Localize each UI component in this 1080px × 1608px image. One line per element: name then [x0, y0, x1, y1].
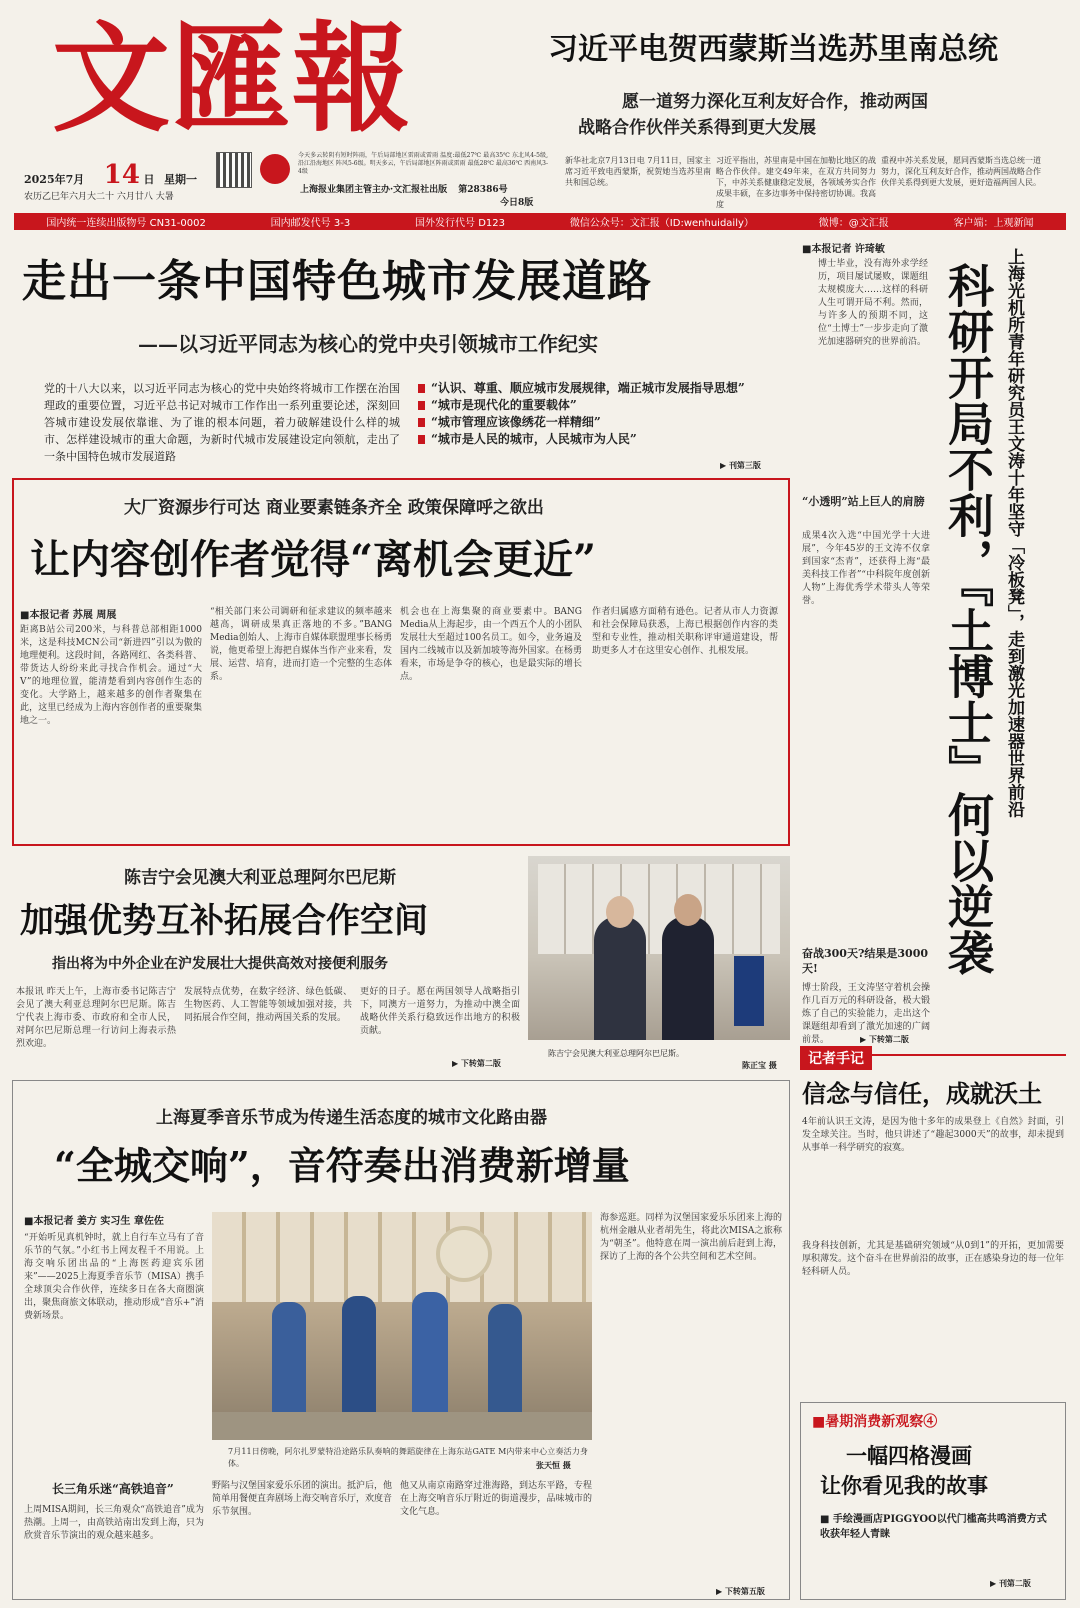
- date-line: [24, 160, 197, 190]
- bullet-icon: [418, 435, 425, 444]
- creator-col4: 作者归属感方面稍有逊色。记者从市人力资源和社会保障局获悉，上海已根据创作内容的类型和专业性，推动相关职称评审通道建设，帮助更多人才在这里安心创作、扎根发展。: [592, 607, 778, 656]
- music-col2b: 野陷与汉堡国家爱乐乐团的演出。抵沪后，他简单用餐便直奔剧场上海交响音乐厅，欢度音乐节氛围。: [212, 1481, 393, 1517]
- sidebar-text1: 博士毕业，没有海外求学经历，项目屡试屡败，课题组太规模庞大……这样的科研人生可谓开局不利。然而，与许多人的预期不同，这位“土博士”一步步走向了激光加速器研究的世界前沿。: [818, 259, 928, 347]
- page-count: 今日8版: [500, 198, 534, 208]
- date-month: 2025年7月: [24, 173, 85, 186]
- info-postal: 国内邮发代号 3-3: [270, 218, 351, 229]
- top-story-col3: 重视中苏关系发展，愿同西蒙斯当选总统一道努力，深化互利友好合作，推动两国战略合作伙伴关系得到更大发展，更好造福两国人民。: [881, 156, 1041, 187]
- info-overseas: 国外发行代号 D123: [415, 218, 505, 229]
- comic-tag: ■暑期消费新观察④: [812, 1414, 938, 1430]
- photo-person-right: [662, 916, 714, 1040]
- photo-flag: [734, 956, 764, 1026]
- chen-credit: 陈正宝 摄: [742, 1060, 777, 1070]
- publisher-line: [300, 182, 508, 195]
- info-app[interactable]: 客户端：上观新闻: [953, 218, 1034, 229]
- creator-kicker: 大厂资源步行可达 商业要素链条齐全 政策保障呼之欲出: [124, 498, 544, 518]
- music-byline: ■本报记者 姜方 实习生 章佐佐: [24, 1216, 164, 1227]
- music-col1b: 上周MISA期间，长三角观众“高铁追音”成为热潮。上周一，由高铁站南出发到上海，只为欣赏音乐节演出的观众越来越多。: [24, 1505, 205, 1541]
- qr-code: [216, 152, 252, 188]
- publisher: 上海报业集团主管主办·文汇报社出版: [300, 185, 448, 195]
- music-jump[interactable]: ▶ 下转第五版: [716, 1586, 765, 1596]
- music-photo: [212, 1212, 592, 1440]
- lead-point-2-text: “城市是现代化的重要载体”: [431, 398, 577, 412]
- lead-point-3: [418, 414, 774, 431]
- chen-caption: 陈吉宁会见澳大利亚总理阿尔巴尼斯。: [548, 1049, 684, 1058]
- photo-musician-2: [342, 1296, 376, 1424]
- lunar-date: 农历乙巳年六月大二十 六月廿八 大暑: [24, 192, 174, 202]
- date-weekday: 星期一: [163, 173, 197, 186]
- bullet-icon: [418, 384, 425, 393]
- reporter-note-text: 4年前认识王文涛，是因为他十多年的成果登上《自然》封面，引发全球关注。当时，他只讲述了“趣起3000天”的故事，却未提到从事单一科学研究的寂寞。: [802, 1117, 1064, 1153]
- top-story-subhead-2: 战略合作伙伴关系得到更大发展: [578, 118, 816, 138]
- chen-headline[interactable]: 加强优势互补拓展合作空间: [20, 901, 428, 941]
- info-wechat[interactable]: 微信公众号：文汇报（ID:wenhuidaily）: [569, 218, 754, 229]
- sidebar-jump[interactable]: ▶ 下转第二版: [860, 1034, 909, 1044]
- sidebar-sub2: 奋战300天?结果是3000天!: [802, 947, 929, 975]
- reporter-note-text2: 我身科技创新，尤其是基础研究领域“从0到1”的开拓，更加需要厚积薄发。这个奋斗在世界前沿的故事，正在感染身边的每一位年轻科研人员。: [802, 1241, 1064, 1277]
- emblem-icon: [260, 154, 290, 184]
- comic-deck: ■ 手绘漫画店PIGGYOO以代门槛高共鸣消费方式收获年轻人青睐: [820, 1514, 1047, 1540]
- lead-subhead: ——以习近平同志为核心的党中央引领城市工作纪实: [138, 332, 598, 356]
- lead-headline[interactable]: 走出一条中国特色城市发展道路: [22, 256, 652, 307]
- comic-headline-1[interactable]: 一幅四格漫画: [846, 1443, 972, 1468]
- sidebar-sub1: “小透明”站上巨人的肩膀: [802, 495, 925, 508]
- bullet-icon: [418, 418, 425, 427]
- date-day-unit: 日: [143, 173, 155, 186]
- photo-building: [212, 1212, 592, 1302]
- reporter-note-tag: 记者手记: [800, 1046, 872, 1070]
- lead-point-1-text: “认识、尊重、顺应城市发展规律，端正城市发展指导思想”: [431, 381, 745, 395]
- reporter-note-headline[interactable]: 信念与信任，成就沃土: [802, 1079, 1042, 1108]
- lead-point-3-text: “城市管理应该像绣花一样精细”: [431, 415, 601, 429]
- music-col1: “开始听见真机钟时，就上自行车立马有了音乐节的气氛。”小红书上网友程千不用说。上海交响乐团出品的“上海医药迎宾乐团来”——2025上海夏季音乐节（MISA）携手全球顶尖合作伙伴，连续多日在各大商圈演出，聚焦商旅文体联动，推动形成“音乐+”消费新场景。: [24, 1233, 204, 1321]
- music-caption: 7月11日傍晚，阿尔扎罗蒙特沿途路乐队奏响的舞蹈旋律在上海东站GATE M内带来中心立奏活力身体。: [228, 1447, 588, 1468]
- photo-musician-4: [488, 1304, 522, 1424]
- creator-col2: “相关部门来公司调研和征求建议的频率越来越高，调研成果真正落地的不多。”BANG Media创始人、上海市自媒体联盟理事长杨勇说，他更希望上海把自媒体当作产业来看，发展、运营、培育，进而打造一个完整的生态体系。: [210, 607, 392, 682]
- chen-jump[interactable]: ▶ 下转第二版: [452, 1058, 501, 1068]
- info-weibo[interactable]: 微博：@文汇报: [818, 218, 889, 229]
- date-day: 14: [103, 160, 140, 190]
- top-story-col1: 新华社北京7月13日电 7月11日，国家主席习近平致电西蒙斯，祝贺她当选苏里南共和国总统。: [565, 156, 711, 187]
- creator-byline: ■本报记者 苏展 周展: [20, 610, 117, 621]
- chen-subhead: 指出将为中外企业在沪发展壮大提供高效对接便利服务: [52, 956, 388, 972]
- photo-head-right: [674, 894, 702, 926]
- top-story-subhead-1: 愿一道努力深化互利友好合作，推动两国: [622, 92, 928, 112]
- top-story-col2: 习近平指出，苏里南是中国在加勒比地区的战略合作伙伴。建交49年来，在双方共同努力下，中苏关系健康稳定发展，各领域务实合作成果丰硕，在多边事务中保持密切协调。我高度: [716, 156, 876, 209]
- music-kicker: 上海夏季音乐节成为传递生活态度的城市文化路由器: [156, 1108, 547, 1128]
- photo-musician-1: [272, 1302, 306, 1424]
- lead-point-2: [418, 397, 774, 414]
- top-story-headline[interactable]: 习近平电贺西蒙斯当选苏里南总统: [548, 32, 998, 67]
- weather-info: 今天多云转阴有短时阵雨，午后局部地区雷雨或雷雨 温度:最低27℃ 最高35℃ 东北风4-5级,沿江沿海地区 阵风5-6级。明天多云，午后局部地区阵雨或雷雨 最低28℃ 最高36℃ 西南风3-4级: [298, 152, 548, 175]
- music-col3: 他又从南京南路穿过淮海路，到达东平路，专程在上海交响音乐厅附近的街道漫步，品味城市的文化气息。: [400, 1481, 592, 1517]
- sidebar-vertical-subtitle: 上海光机所青年研究员王文涛十年坚守「冷板凳」，走到激光加速器世界前沿: [1004, 248, 1024, 818]
- creator-headline[interactable]: 让内容创作者觉得“离机会更近”: [30, 536, 597, 583]
- lead-point-4: [418, 431, 774, 448]
- issue-number: 第28386号: [458, 185, 508, 195]
- info-cn: 国内统一连续出版物号 CN31-0002: [46, 218, 206, 229]
- chen-col1: 本报讯 昨天上午，上海市委书记陈吉宁会见了澳大利亚总理阿尔巴尼斯。陈吉宁代表上海市委、市政府和全市人民，对阿尔巴尼斯总理一行访问上海表示热烈欢迎。: [16, 987, 176, 1049]
- creator-col1: 距离B站公司200米，与科普总部相距1000米，这是科技MCN公司“新进四”引以为傲的地理便利。这段时间，各路网红、各类科普、带货达人纷纷来此寻找合作机会。通过“大V”的地理位置，能清楚看到内容创作生态的变化。大学路上，越来越多的创作者聚集在此，这里已经成为上海内容创作者的重要聚集地之一。: [20, 625, 202, 726]
- music-col2: 海参巡逛。同样为汉堡国家爱乐乐团来上海的杭州金融从业者胡先生，将此次MISA之旅称为“朝圣”。他特意在周一演出前后赶到上海，探访了上海的各个公共空间和艺术空间。: [600, 1213, 782, 1262]
- lead-point-1: [418, 380, 774, 397]
- photo-person-left: [594, 916, 646, 1040]
- sidebar-vertical-title[interactable]: 科研开局不利，『土博士』何以逆袭: [941, 262, 995, 975]
- creator-col3: 机会也在上海集聚的商业要素中。BANG Media从上海起步，由一个西五个人的小团队发展壮大至超过100名员工。如今，业务遍及国内二线城市以及新加坡等海外国家。在杨勇看来，市场是争夺的核心，也是最实际的增长点。: [400, 607, 582, 682]
- info-bar: [14, 213, 1066, 230]
- chen-photo: [528, 856, 790, 1040]
- photo-head-left: [606, 896, 634, 928]
- newspaper-logo: 文匯報: [52, 9, 413, 148]
- lead-intro: 党的十八大以来，以习近平同志为核心的党中央始终将城市工作摆在治国理政的重要位置，习近平总书记对城市工作作出一系列重要论述，深刻回答城市建设发展依靠谁、为了谁的根本问题，着力破解建设什么样的城市、怎样建设城市的重大命题，为新时代城市发展建设定向领航，走出了一条中国特色城市发展道路: [44, 382, 400, 463]
- lead-point-4-text: “城市是人民的城市，人民城市为人民”: [431, 432, 637, 446]
- lead-jump[interactable]: ▶ 刊第三版: [720, 460, 761, 470]
- photo-window: [538, 864, 780, 954]
- bullet-icon: [418, 401, 425, 410]
- sidebar-text2: 成果4次入选“中国光学十大进展”，今年45岁的王文涛不仅拿到国家“杰青”，还获得上海“最美科技工作者”“中科院年度创新人物”上海优秀学术带头人等荣誉。: [802, 531, 930, 606]
- chen-col3: 更好的日子。愿在两国领导人战略指引下，同澳方一道努力，为推动中澳全面战略伙伴关系行稳致远作出地方的积极贡献。: [360, 987, 520, 1036]
- chen-col2: 发展特点优势，在数字经济、绿色低碳、生物医药、人工智能等领域加强对接，共同拓展合作空间，推动两国关系的发展。: [184, 987, 352, 1023]
- music-headline[interactable]: “全城交响”，音符奏出消费新增量: [54, 1143, 630, 1188]
- photo-musician-3: [412, 1292, 448, 1424]
- photo-ground: [212, 1412, 592, 1440]
- sidebar-byline: ■本报记者 许琦敏: [802, 244, 885, 255]
- chen-kicker: 陈吉宁会见澳大利亚总理阿尔巴尼斯: [124, 868, 396, 888]
- sidebar-text3: 博士阶段，王文涛坚守着机会操作几百万元的科研设备，极大锻炼了自己的实验能力，走出这个课题组却看到了激光加速的广阔前景。: [802, 983, 930, 1045]
- comic-headline-2[interactable]: 让你看见我的故事: [820, 1473, 988, 1498]
- music-credit: 张天恒 摄: [536, 1460, 571, 1470]
- music-subtitle: 长三角乐迷“高铁追音”: [52, 1482, 174, 1496]
- lead-points: [418, 380, 774, 448]
- photo-tuba: [436, 1226, 492, 1282]
- comic-jump[interactable]: ▶ 刊第二版: [990, 1578, 1031, 1588]
